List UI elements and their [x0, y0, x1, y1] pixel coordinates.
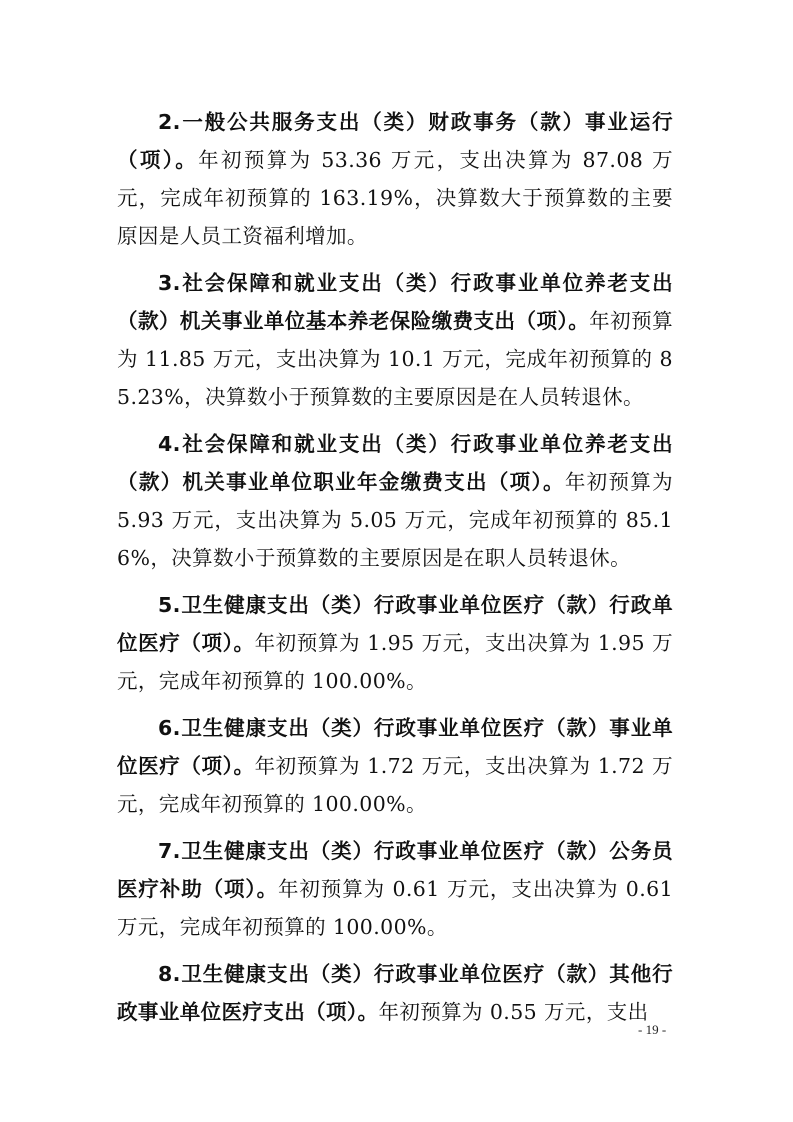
- paragraph-heading: 6.卫生健康支出（类）行政事业单位医疗（款）事业单位医疗（项）。: [117, 716, 673, 778]
- body-text: [117, 103, 673, 1040]
- paragraph-heading: 4.社会保障和就业支出（类）行政事业单位养老支出（款）机关事业单位职业年金缴费支出（项）。: [117, 432, 673, 494]
- paragraph-item-6: [117, 709, 673, 823]
- paragraph-body: 年初预算为 1.72 万元，支出决算为 1.72 万元，完成年初预算的 100.00%。: [117, 754, 673, 816]
- paragraph-item-7: [117, 832, 673, 946]
- paragraph-body: 年初预算为 0.61 万元，支出决算为 0.61 万元，完成年初预算的 100.00%。: [117, 877, 674, 939]
- paragraph-body: 年初预算为 1.95 万元，支出决算为 1.95 万元，完成年初预算的 100.00%。: [117, 631, 673, 693]
- paragraph-heading: 2.一般公共服务支出（类）财政事务（款）事业运行（项）。: [117, 110, 673, 172]
- paragraph-item-2: [117, 103, 673, 255]
- paragraph-item-5: [117, 586, 673, 700]
- paragraph-body: 年初预算为 11.85 万元，支出决算为 10.1 万元，完成年初预算的 85.23%，决算数小于预算数的主要原因是在人员转退休。: [117, 309, 673, 409]
- paragraph-item-8: [117, 955, 673, 1031]
- paragraph-heading: 5.卫生健康支出（类）行政事业单位医疗（款）行政单位医疗（项）。: [117, 593, 673, 655]
- paragraph-body: 年初预算为 5.93 万元，支出决算为 5.05 万元，完成年初预算的 85.16%，决算数小于预算数的主要原因是在职人员转退休。: [117, 470, 673, 570]
- paragraph-body: 年初预算为 0.55 万元，支出: [378, 1000, 649, 1024]
- paragraph-body: 年初预算为 53.36 万元，支出决算为 87.08 万元，完成年初预算的 163.19%，决算数大于预算数的主要原因是人员工资福利增加。: [117, 148, 674, 248]
- paragraph-heading: 8.卫生健康支出（类）行政事业单位医疗（款）其他行政事业单位医疗支出（项）。: [117, 962, 673, 1024]
- paragraph-item-3: [117, 264, 673, 416]
- page-number: - 19 -: [638, 1022, 667, 1037]
- paragraph-heading: 7.卫生健康支出（类）行政事业单位医疗（款）公务员医疗补助（项）。: [117, 839, 673, 901]
- paragraph-item-4: [117, 425, 673, 577]
- paragraph-heading: 3.社会保障和就业支出（类）行政事业单位养老支出（款）机关事业单位基本养老保险缴费支出（项）。: [117, 271, 673, 333]
